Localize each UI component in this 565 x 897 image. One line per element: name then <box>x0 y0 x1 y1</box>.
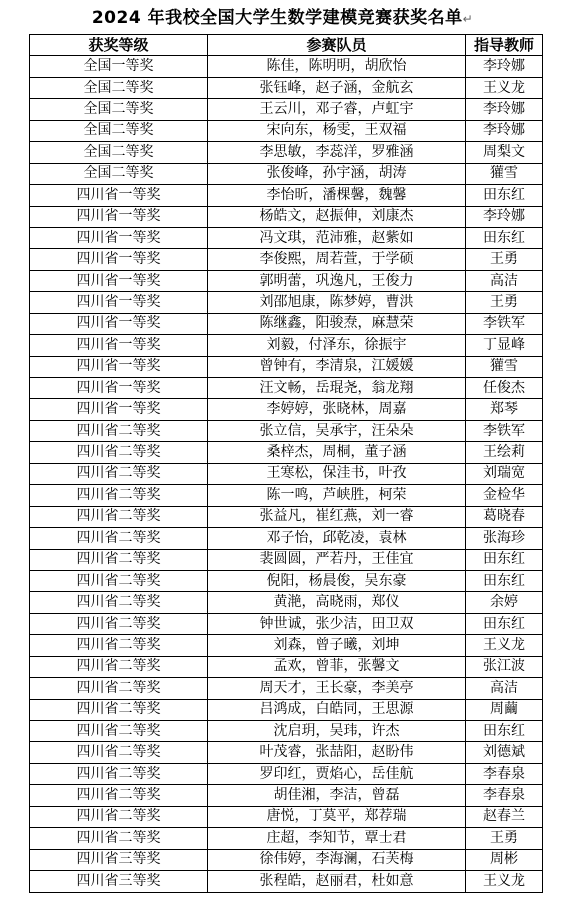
team-members-cell: 王寒松，保洼书，叶孜 <box>208 463 466 484</box>
award-level-cell: 全国二等奖 <box>30 120 208 141</box>
advisor-cell: 王义龙 <box>466 77 543 98</box>
table-row <box>30 549 543 570</box>
table-row <box>30 356 543 377</box>
team-members-cell: 郭明蕾，巩逸凡，王俊力 <box>208 270 466 291</box>
table-row <box>30 656 543 677</box>
team-members-cell: 陈佳，陈明明，胡欣怡 <box>208 56 466 77</box>
table-row <box>30 120 543 141</box>
advisor-cell: 王义龙 <box>466 871 543 892</box>
advisor-cell: 田东红 <box>466 613 543 634</box>
award-level-cell: 四川省一等奖 <box>30 292 208 313</box>
advisor-cell: 李玲娜 <box>466 120 543 141</box>
table-row <box>30 763 543 784</box>
team-members-cell: 庄超，李知节，覃士君 <box>208 828 466 849</box>
team-members-cell: 张程皓，赵丽君，杜如意 <box>208 871 466 892</box>
team-members-cell: 徐伟婷，李海澜，石芙梅 <box>208 849 466 870</box>
table-row <box>30 785 543 806</box>
team-members-cell: 汪文畅，岳琨尧，翁龙翔 <box>208 378 466 399</box>
advisor-cell: 王勇 <box>466 249 543 270</box>
award-level-cell: 四川省二等奖 <box>30 592 208 613</box>
award-level-cell: 四川省二等奖 <box>30 528 208 549</box>
table-row <box>30 399 543 420</box>
advisor-cell: 丁显峰 <box>466 335 543 356</box>
table-row <box>30 635 543 656</box>
award-level-cell: 四川省三等奖 <box>30 871 208 892</box>
advisor-cell: 任俊杰 <box>466 378 543 399</box>
team-members-cell: 桑梓杰，周桐，董子涵 <box>208 442 466 463</box>
award-level-cell: 四川省一等奖 <box>30 378 208 399</box>
award-level-cell: 四川省二等奖 <box>30 763 208 784</box>
table-row <box>30 420 543 441</box>
team-members-cell: 叶茂睿，张喆阳，赵盼伟 <box>208 742 466 763</box>
advisor-cell: 刘德斌 <box>466 742 543 763</box>
team-members-cell: 胡佳湘，李洁，曾磊 <box>208 785 466 806</box>
team-members-cell: 陈一鸣，芦峡胜，柯荣 <box>208 485 466 506</box>
advisor-cell: 周梨文 <box>466 142 543 163</box>
award-level-cell: 四川省二等奖 <box>30 420 208 441</box>
award-level-cell: 四川省三等奖 <box>30 849 208 870</box>
advisor-cell: 刘瑞宽 <box>466 463 543 484</box>
table-row <box>30 528 543 549</box>
table-row <box>30 335 543 356</box>
award-level-cell: 四川省二等奖 <box>30 442 208 463</box>
award-level-cell: 全国二等奖 <box>30 99 208 120</box>
advisor-cell: 李铁军 <box>466 420 543 441</box>
table-row <box>30 506 543 527</box>
award-level-cell: 四川省二等奖 <box>30 570 208 591</box>
advisor-cell: 獾雪 <box>466 163 543 184</box>
award-level-cell: 四川省一等奖 <box>30 356 208 377</box>
table-row <box>30 442 543 463</box>
advisor-cell: 王勇 <box>466 828 543 849</box>
team-members-cell: 周天才，王长豪，李美亭 <box>208 678 466 699</box>
table-row <box>30 828 543 849</box>
award-level-cell: 四川省一等奖 <box>30 399 208 420</box>
table-row <box>30 185 543 206</box>
table-row <box>30 56 543 77</box>
award-level-cell: 四川省二等奖 <box>30 613 208 634</box>
table-row <box>30 227 543 248</box>
advisor-cell: 高洁 <box>466 678 543 699</box>
award-level-cell: 四川省二等奖 <box>30 806 208 827</box>
table-row <box>30 292 543 313</box>
team-members-cell: 李怡昕，潘棵馨，魏馨 <box>208 185 466 206</box>
team-members-cell: 宋向东，杨雯，王双福 <box>208 120 466 141</box>
award-level-cell: 全国二等奖 <box>30 163 208 184</box>
advisor-cell: 李春泉 <box>466 763 543 784</box>
table-row <box>30 570 543 591</box>
award-level-cell: 四川省一等奖 <box>30 249 208 270</box>
advisor-cell: 田东红 <box>466 227 543 248</box>
paragraph-mark-icon: ↵ <box>462 12 474 26</box>
team-members-cell: 曾钟有，李清泉，江媛媛 <box>208 356 466 377</box>
award-level-cell: 四川省二等奖 <box>30 656 208 677</box>
advisor-cell: 李玲娜 <box>466 206 543 227</box>
award-level-cell: 四川省一等奖 <box>30 270 208 291</box>
award-level-cell: 四川省一等奖 <box>30 313 208 334</box>
team-members-cell: 钟世诚，张少洁，田卫双 <box>208 613 466 634</box>
award-level-cell: 四川省二等奖 <box>30 506 208 527</box>
table-row <box>30 378 543 399</box>
award-level-cell: 四川省二等奖 <box>30 549 208 570</box>
table-row <box>30 270 543 291</box>
table-row <box>30 699 543 720</box>
award-level-cell: 四川省二等奖 <box>30 485 208 506</box>
table-row <box>30 721 543 742</box>
advisor-cell: 獾雪 <box>466 356 543 377</box>
advisor-cell: 王绘莉 <box>466 442 543 463</box>
table-row <box>30 592 543 613</box>
table-row <box>30 99 543 120</box>
award-level-cell: 四川省一等奖 <box>30 335 208 356</box>
team-members-cell: 刘邵旭康，陈梦婷，曹洪 <box>208 292 466 313</box>
award-level-cell: 四川省二等奖 <box>30 463 208 484</box>
team-members-cell: 邓子怡，邱乾凌，袁林 <box>208 528 466 549</box>
award-level-cell: 四川省二等奖 <box>30 742 208 763</box>
award-level-cell: 全国二等奖 <box>30 77 208 98</box>
team-members-cell: 罗印红，贾焰心，岳佳航 <box>208 763 466 784</box>
table-header-row <box>30 35 543 56</box>
advisor-cell: 李铁军 <box>466 313 543 334</box>
award-level-cell: 四川省二等奖 <box>30 785 208 806</box>
table-row <box>30 806 543 827</box>
team-members-cell: 李思敏，李蕊洋，罗雅涵 <box>208 142 466 163</box>
team-members-cell: 倪阳，杨晨俊，吴东豪 <box>208 570 466 591</box>
header-award-level: 获奖等级 <box>30 35 208 56</box>
table-row <box>30 849 543 870</box>
table-row <box>30 249 543 270</box>
advisor-cell: 周彬 <box>466 849 543 870</box>
team-members-cell: 黄滟，高晓雨，郑仪 <box>208 592 466 613</box>
advisor-cell: 田东红 <box>466 549 543 570</box>
document-title <box>0 3 565 28</box>
table-row <box>30 678 543 699</box>
advisor-cell: 田东红 <box>466 721 543 742</box>
award-level-cell: 四川省二等奖 <box>30 721 208 742</box>
advisor-cell: 王义龙 <box>466 635 543 656</box>
team-members-cell: 张益凡，崔红燕，刘一睿 <box>208 506 466 527</box>
team-members-cell: 李俊熙，周若萱，于学硕 <box>208 249 466 270</box>
awards-table <box>29 34 543 893</box>
advisor-cell: 金检华 <box>466 485 543 506</box>
team-members-cell: 沈启玥，吴玮，许杰 <box>208 721 466 742</box>
advisor-cell: 余婷 <box>466 592 543 613</box>
award-level-cell: 四川省二等奖 <box>30 678 208 699</box>
award-level-cell: 四川省一等奖 <box>30 185 208 206</box>
team-members-cell: 刘毅，付泽东，徐振宇 <box>208 335 466 356</box>
team-members-cell: 王云川，邓子睿，卢虹宇 <box>208 99 466 120</box>
team-members-cell: 孟欢，曾菲，张馨文 <box>208 656 466 677</box>
advisor-cell: 田东红 <box>466 185 543 206</box>
table-row <box>30 613 543 634</box>
advisor-cell: 田东红 <box>466 570 543 591</box>
team-members-cell: 张钰峰，赵子涵，金航玄 <box>208 77 466 98</box>
team-members-cell: 李婷婷，张晓林，周嘉 <box>208 399 466 420</box>
header-team-members: 参赛队员 <box>208 35 466 56</box>
award-level-cell: 四川省一等奖 <box>30 206 208 227</box>
award-level-cell: 四川省二等奖 <box>30 635 208 656</box>
award-level-cell: 全国二等奖 <box>30 142 208 163</box>
table-row <box>30 77 543 98</box>
advisor-cell: 葛晓春 <box>466 506 543 527</box>
team-members-cell: 杨皓文，赵振伸，刘康杰 <box>208 206 466 227</box>
table-row <box>30 163 543 184</box>
advisor-cell: 王勇 <box>466 292 543 313</box>
team-members-cell: 冯文琪，范沛雅，赵紫如 <box>208 227 466 248</box>
advisor-cell: 赵春兰 <box>466 806 543 827</box>
team-members-cell: 刘森，曾子曦，刘坤 <box>208 635 466 656</box>
advisor-cell: 张江波 <box>466 656 543 677</box>
award-level-cell: 全国一等奖 <box>30 56 208 77</box>
table-row <box>30 485 543 506</box>
table-row <box>30 313 543 334</box>
advisor-cell: 李春泉 <box>466 785 543 806</box>
award-level-cell: 四川省一等奖 <box>30 227 208 248</box>
team-members-cell: 张俊峰，孙宇涵，胡涛 <box>208 163 466 184</box>
advisor-cell: 高洁 <box>466 270 543 291</box>
award-level-cell: 四川省二等奖 <box>30 699 208 720</box>
team-members-cell: 张立信，吴承宇，汪朵朵 <box>208 420 466 441</box>
team-members-cell: 吕鸿成，白皓同，王思源 <box>208 699 466 720</box>
team-members-cell: 陈继鑫，阳骏焘，麻慧荣 <box>208 313 466 334</box>
advisor-cell: 郑琴 <box>466 399 543 420</box>
team-members-cell: 裴圆圆，严若丹，王佳宜 <box>208 549 466 570</box>
table-row <box>30 742 543 763</box>
advisor-cell: 张海珍 <box>466 528 543 549</box>
title-text: 2024 年我校全国大学生数学建模竞赛获奖名单 <box>91 8 463 28</box>
advisor-cell: 周繭 <box>466 699 543 720</box>
header-advisor: 指导教师 <box>466 35 543 56</box>
table-row <box>30 871 543 892</box>
team-members-cell: 唐悦，丁莫平，郑荐瑞 <box>208 806 466 827</box>
table-row <box>30 206 543 227</box>
table-row <box>30 142 543 163</box>
advisor-cell: 李玲娜 <box>466 56 543 77</box>
advisor-cell: 李玲娜 <box>466 99 543 120</box>
table-row <box>30 463 543 484</box>
award-level-cell: 四川省二等奖 <box>30 828 208 849</box>
